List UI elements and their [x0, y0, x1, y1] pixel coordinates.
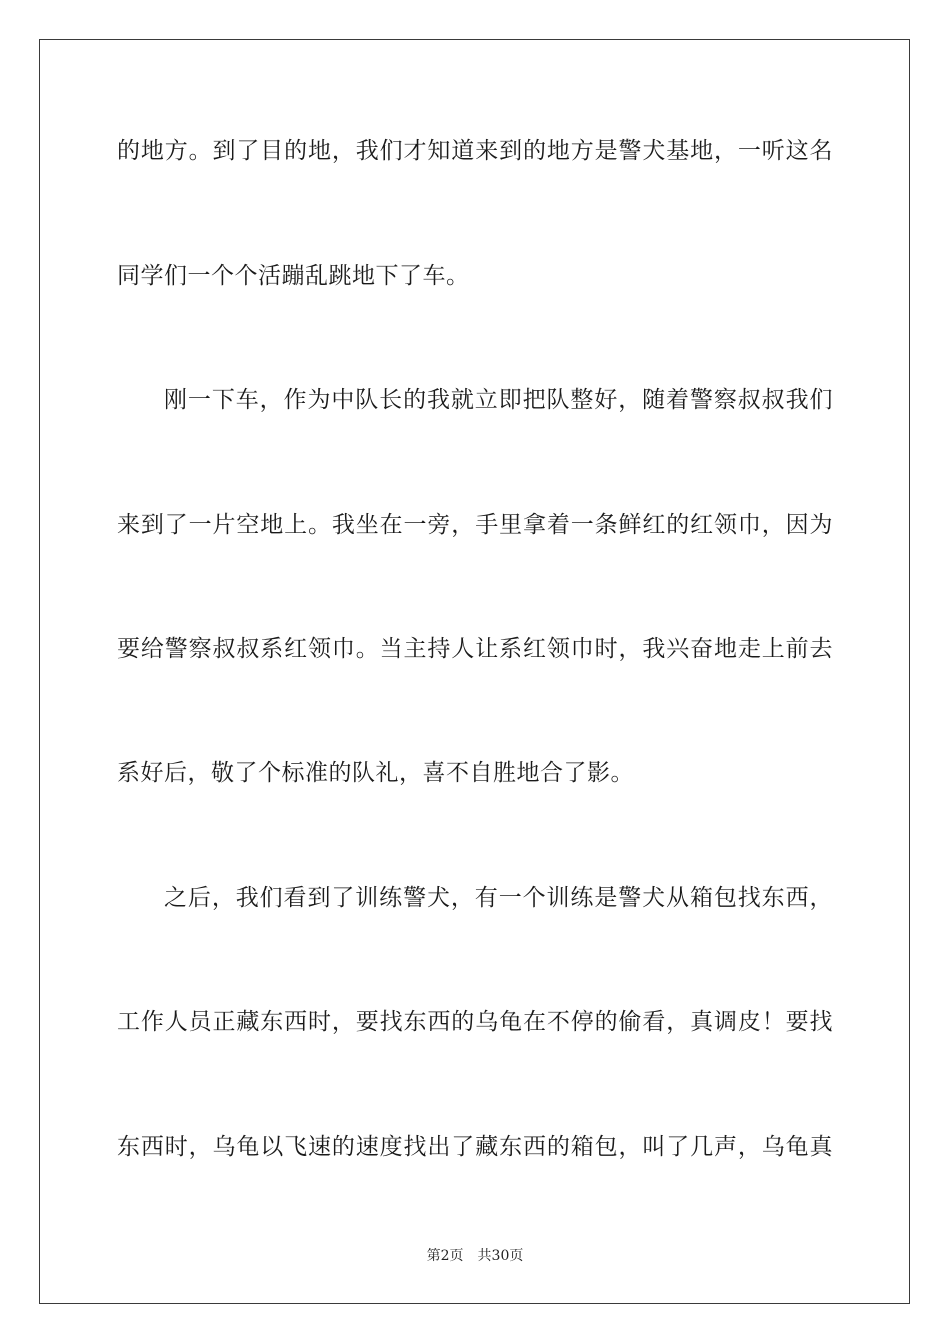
page-total: 共30页	[477, 1248, 524, 1264]
text-line-8: 工作人员正藏东西时，要找东西的乌龟在不停的偷看，真调皮！要找	[117, 1009, 833, 1035]
text-line-5: 要给警察叔叔系红领巾。当主持人让系红领巾时，我兴奋地走上前去	[117, 636, 833, 662]
page-border	[39, 39, 910, 1304]
text-line-3: 刚一下车，作为中队长的我就立即把队整好，随着警察叔叔我们	[164, 387, 833, 413]
text-line-7: 之后，我们看到了训练警犬，有一个训练是警犬从箱包找东西，	[164, 885, 833, 911]
page-footer	[0, 1246, 950, 1266]
text-line-1: 的地方。到了目的地，我们才知道来到的地方是警犬基地，一听这名	[117, 138, 833, 164]
text-line-9: 东西时，乌龟以飞速的速度找出了藏东西的箱包，叫了几声，乌龟真	[117, 1134, 833, 1160]
text-line-4: 来到了一片空地上。我坐在一旁，手里拿着一条鲜红的红领巾，因为	[117, 512, 833, 538]
text-line-6: 系好后，敬了个标准的队礼，喜不自胜地合了影。	[117, 760, 634, 786]
text-line-2: 同学们一个个活蹦乱跳地下了车。	[117, 263, 470, 289]
page-number: 第2页	[426, 1248, 464, 1264]
